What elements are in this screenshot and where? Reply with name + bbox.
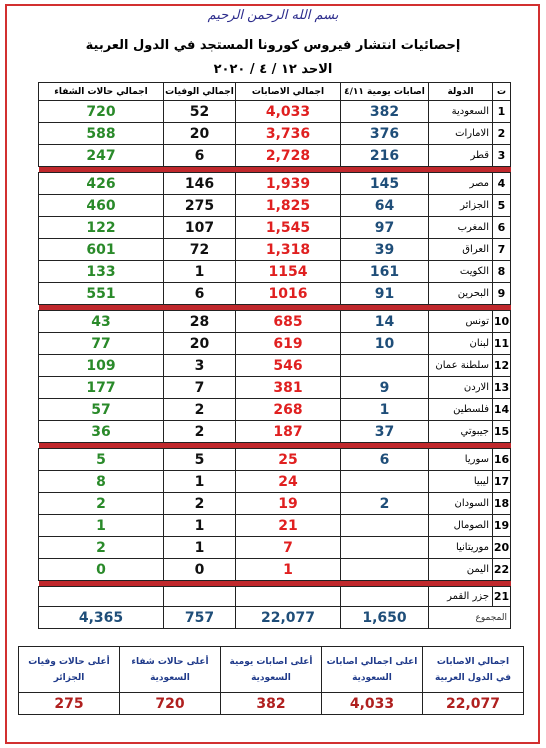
daily-cases: [341, 471, 429, 493]
country-name: العراق: [429, 239, 493, 261]
table-row: [39, 559, 511, 581]
summary-value-row: [19, 693, 524, 715]
total-recovered: 43: [39, 311, 164, 333]
summary-label-title: اجمالي الاصابات: [436, 656, 510, 667]
country-name: الامارات: [429, 123, 493, 145]
header-total-deaths: اجمالي الوفيات: [164, 83, 236, 101]
total-cases: 24: [236, 471, 341, 493]
total-deaths: 1: [164, 537, 236, 559]
page-title: إحصائيات انتشار فيروس كورونا المستجد في الدول العربية: [85, 38, 461, 53]
total-deaths: 146: [164, 173, 236, 195]
country-name: البحرين: [429, 283, 493, 305]
row-index: 2: [493, 123, 511, 145]
summary-label: [221, 647, 322, 693]
daily-cases: 382: [341, 101, 429, 123]
empty-cell: [341, 587, 429, 607]
total-cases: 2,728: [236, 145, 341, 167]
daily-cases: 2: [341, 493, 429, 515]
total-cases: 1,825: [236, 195, 341, 217]
summary-value: 275: [19, 693, 120, 715]
total-cases: 19: [236, 493, 341, 515]
row-index: 12: [493, 355, 511, 377]
total-cases: 1,318: [236, 239, 341, 261]
summary-label-title: أعلى حالات وفيات: [28, 656, 110, 667]
total-cases: 685: [236, 311, 341, 333]
empty-cell: [164, 587, 236, 607]
total-cases: 1,545: [236, 217, 341, 239]
row-index: 19: [493, 515, 511, 537]
summary-label-title: اعلى اجمالي اصابات: [326, 656, 418, 667]
country-name: الكويت: [429, 261, 493, 283]
summary-label-subject: في الدول العربية: [435, 672, 511, 683]
total-recovered: 720: [39, 101, 164, 123]
table-row: [39, 173, 511, 195]
summary-label-row: [19, 647, 524, 693]
table-row: [39, 333, 511, 355]
daily-cases: 14: [341, 311, 429, 333]
summary-label-subject: الجزائر: [53, 672, 85, 683]
total-recovered: 57: [39, 399, 164, 421]
total-cases: 1154: [236, 261, 341, 283]
table-header-row: [39, 83, 511, 101]
row-index: 14: [493, 399, 511, 421]
summary-label: [120, 647, 221, 693]
total-deaths: 107: [164, 217, 236, 239]
total-cases: 4,033: [236, 101, 341, 123]
total-recovered: 247: [39, 145, 164, 167]
total-recovered: 551: [39, 283, 164, 305]
daily-cases: 376: [341, 123, 429, 145]
daily-cases: 37: [341, 421, 429, 443]
country-name: الجزائر: [429, 195, 493, 217]
country-name: جزر القمر: [429, 587, 493, 607]
total-deaths: 5: [164, 449, 236, 471]
row-index: 9: [493, 283, 511, 305]
summary-label-title: أعلى اصابات يومية: [229, 656, 313, 667]
country-name: مصر: [429, 173, 493, 195]
daily-cases: 1: [341, 399, 429, 421]
total-cases: 1: [236, 559, 341, 581]
total-cases: 619: [236, 333, 341, 355]
table-row: [39, 449, 511, 471]
row-index: 6: [493, 217, 511, 239]
total-deaths: 7: [164, 377, 236, 399]
row-index: 21: [493, 587, 511, 607]
row-index: 22: [493, 559, 511, 581]
summary-label-subject: السعودية: [150, 672, 190, 683]
table-row: [39, 471, 511, 493]
total-deaths: 1: [164, 471, 236, 493]
total-deaths: 72: [164, 239, 236, 261]
total-recovered: 426: [39, 173, 164, 195]
summary-label: [322, 647, 423, 693]
table-row: [39, 493, 511, 515]
daily-cases: 9: [341, 377, 429, 399]
total-deaths: 0: [164, 559, 236, 581]
summary-label: [423, 647, 524, 693]
country-name: سوريا: [429, 449, 493, 471]
total-deaths: 2: [164, 421, 236, 443]
table-row: [39, 537, 511, 559]
total-recovered: 2: [39, 493, 164, 515]
daily-cases: [341, 355, 429, 377]
table-row: [39, 377, 511, 399]
total-deaths: 2: [164, 493, 236, 515]
summary-table: [18, 646, 524, 715]
table-row: [39, 123, 511, 145]
total-cases: 3,736: [236, 123, 341, 145]
daily-cases: [341, 537, 429, 559]
header-daily-cases: اصابات يومية ٤/١١: [341, 83, 429, 101]
summary-value: 720: [120, 693, 221, 715]
country-name: تونس: [429, 311, 493, 333]
table-row: [39, 101, 511, 123]
country-name: السعودية: [429, 101, 493, 123]
country-name: اليمن: [429, 559, 493, 581]
table-row: [39, 145, 511, 167]
daily-cases: 6: [341, 449, 429, 471]
total-cases: 1,939: [236, 173, 341, 195]
row-index: 11: [493, 333, 511, 355]
total-deaths: 3: [164, 355, 236, 377]
total-cases: 381: [236, 377, 341, 399]
country-name: السودان: [429, 493, 493, 515]
country-name: جيبوتي: [429, 421, 493, 443]
table-row: [39, 355, 511, 377]
country-name: ليبيا: [429, 471, 493, 493]
country-name: قطر: [429, 145, 493, 167]
total-recovered: 2: [39, 537, 164, 559]
summary-value: 382: [221, 693, 322, 715]
total-recovered: 0: [39, 559, 164, 581]
summary-label: [19, 647, 120, 693]
table-body: [39, 101, 511, 629]
total-recovered: 1: [39, 515, 164, 537]
summary-value: 22,077: [423, 693, 524, 715]
row-index: 15: [493, 421, 511, 443]
total-deaths: 1: [164, 261, 236, 283]
daily-cases: [341, 515, 429, 537]
daily-cases: 10: [341, 333, 429, 355]
daily-cases: 91: [341, 283, 429, 305]
summary-value: 4,033: [322, 693, 423, 715]
total-recovered: 133: [39, 261, 164, 283]
table-row: [39, 311, 511, 333]
total-cases: 268: [236, 399, 341, 421]
row-index: 5: [493, 195, 511, 217]
row-index: 18: [493, 493, 511, 515]
total-recovered: 77: [39, 333, 164, 355]
total-deaths: 6: [164, 283, 236, 305]
country-name: لبنان: [429, 333, 493, 355]
table-row: [39, 587, 511, 607]
total-recovered: 460: [39, 195, 164, 217]
grand-total-deaths: 757: [164, 607, 236, 629]
empty-cell: [236, 587, 341, 607]
total-recovered: 36: [39, 421, 164, 443]
country-name: الصومال: [429, 515, 493, 537]
daily-cases: [341, 559, 429, 581]
summary-label-subject: السعودية: [251, 672, 291, 683]
country-name: سلطنة عمان: [429, 355, 493, 377]
grand-total-cases: 22,077: [236, 607, 341, 629]
row-index: 8: [493, 261, 511, 283]
total-deaths: 1: [164, 515, 236, 537]
total-deaths: 28: [164, 311, 236, 333]
total-cases: 21: [236, 515, 341, 537]
total-deaths: 6: [164, 145, 236, 167]
daily-cases: 39: [341, 239, 429, 261]
table-row: [39, 283, 511, 305]
row-index: 4: [493, 173, 511, 195]
table-row: [39, 515, 511, 537]
report-date: الاحد ١٢ / ٤ / ٢٠٢٠: [213, 62, 333, 77]
daily-cases: 145: [341, 173, 429, 195]
totals-label: المجموع: [429, 607, 511, 629]
total-cases: 25: [236, 449, 341, 471]
total-deaths: 20: [164, 333, 236, 355]
row-index: 3: [493, 145, 511, 167]
country-name: فلسطين: [429, 399, 493, 421]
total-deaths: 20: [164, 123, 236, 145]
summary-label-subject: السعودية: [352, 672, 392, 683]
total-deaths: 2: [164, 399, 236, 421]
statistics-table: [38, 82, 511, 629]
table-row: [39, 421, 511, 443]
total-deaths: 275: [164, 195, 236, 217]
total-cases: 7: [236, 537, 341, 559]
total-recovered: 5: [39, 449, 164, 471]
header-country: الدولة: [429, 83, 493, 101]
country-name: الاردن: [429, 377, 493, 399]
basmala-calligraphy: بسم الله الرحمن الرحيم: [207, 8, 339, 23]
daily-cases: 216: [341, 145, 429, 167]
table-row: [39, 195, 511, 217]
total-recovered: 588: [39, 123, 164, 145]
total-cases: 187: [236, 421, 341, 443]
header-index: ت: [493, 83, 511, 101]
total-deaths: 52: [164, 101, 236, 123]
row-index: 7: [493, 239, 511, 261]
daily-cases: 161: [341, 261, 429, 283]
country-name: موريتانيا: [429, 537, 493, 559]
daily-cases: 64: [341, 195, 429, 217]
total-recovered: 8: [39, 471, 164, 493]
row-index: 13: [493, 377, 511, 399]
table-row: [39, 217, 511, 239]
table-row: [39, 399, 511, 421]
row-index: 16: [493, 449, 511, 471]
row-index: 10: [493, 311, 511, 333]
daily-cases: 97: [341, 217, 429, 239]
country-name: المغرب: [429, 217, 493, 239]
empty-cell: [39, 587, 164, 607]
row-index: 17: [493, 471, 511, 493]
total-cases: 546: [236, 355, 341, 377]
summary-label-title: أعلى حالات شفاء: [131, 656, 209, 667]
totals-row: [39, 607, 511, 629]
header-total-recovered: اجمالي حالات الشفاء: [39, 83, 164, 101]
header-total-cases: اجمالي الاصابات: [236, 83, 341, 101]
row-index: 20: [493, 537, 511, 559]
total-recovered: 601: [39, 239, 164, 261]
grand-total-recovered: 4,365: [39, 607, 164, 629]
table-row: [39, 239, 511, 261]
table-row: [39, 261, 511, 283]
row-index: 1: [493, 101, 511, 123]
total-cases: 1016: [236, 283, 341, 305]
total-recovered: 177: [39, 377, 164, 399]
total-daily: 1,650: [341, 607, 429, 629]
total-recovered: 122: [39, 217, 164, 239]
total-recovered: 109: [39, 355, 164, 377]
